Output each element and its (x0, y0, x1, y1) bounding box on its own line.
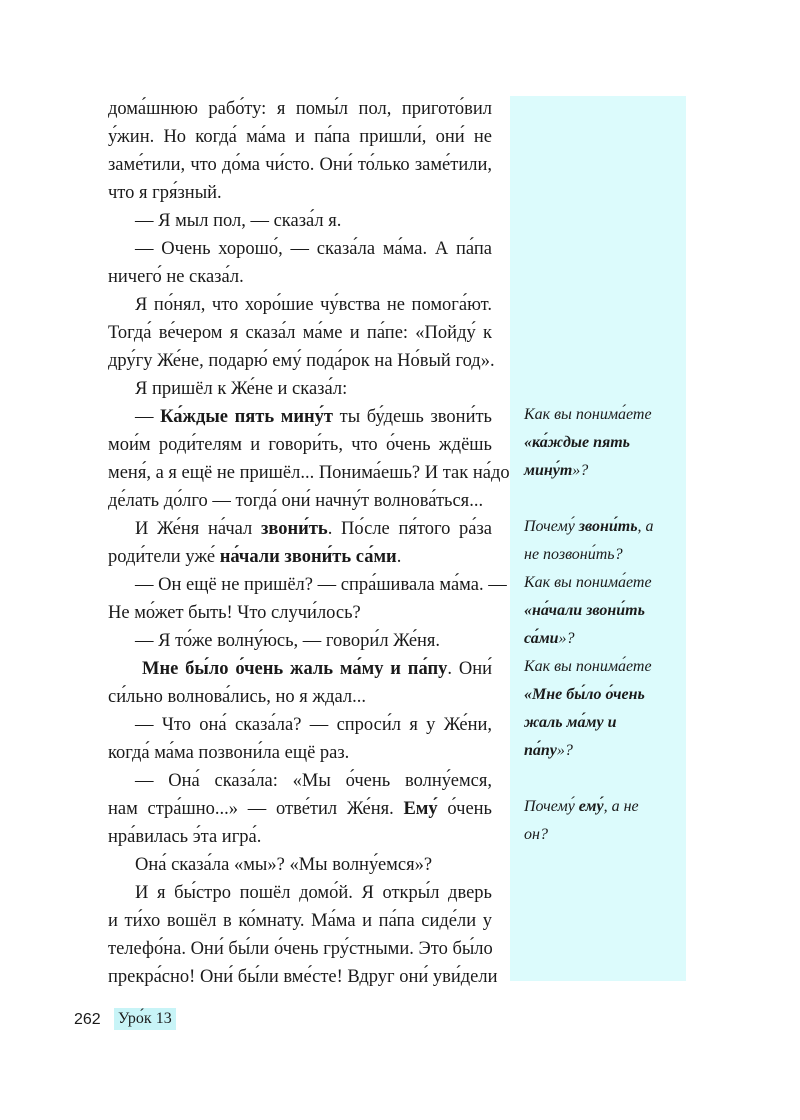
paragraph-line (135, 403, 492, 431)
text-segment: прекра́сно! Они́ бы́ли вме́сте! Вдруг они́ уви́дели (108, 967, 498, 987)
bold-phrase: са́ми (524, 630, 559, 647)
paragraph-line (108, 123, 492, 151)
bold-phrase: ему́ (578, 798, 604, 815)
paragraph-line (108, 795, 492, 823)
bold-phrase: Мне бы́ло о́чень жаль ма́му и па́пу (142, 659, 448, 679)
text-segment: что я гря́зный. (108, 183, 222, 203)
bold-phrase: Ему́ (403, 799, 438, 819)
text-segment: телефо́на. Они́ бы́ли о́чень гру́стными. Это бы́ло (108, 939, 493, 959)
text-segment: де́лать до́лго — тогда́ они́ начну́т волнова́ться... (108, 491, 484, 511)
paragraph-line (135, 207, 492, 235)
paragraph-line (108, 739, 492, 767)
text-segment: роди́тели уже́ (108, 547, 220, 567)
text-segment: И я бы́стро пошёл домо́й. Я откры́л дверь (135, 883, 492, 903)
text-segment: , а (637, 518, 654, 535)
paragraph-line (108, 963, 498, 991)
paragraph-line (108, 431, 492, 459)
lesson-label: Уро́к 13 (114, 1008, 176, 1030)
bold-phrase: «ка́ждые пять (524, 434, 630, 451)
side-note-line (524, 625, 684, 653)
side-note-line (524, 681, 684, 709)
paragraph-line (108, 347, 495, 375)
text-segment: Как вы понима́ете (524, 406, 652, 423)
side-note-line (524, 569, 684, 597)
text-segment: . (396, 547, 402, 567)
text-segment: мои́м роди́телям и говори́ть, что о́чень ждёшь (108, 435, 492, 455)
paragraph-line (135, 515, 492, 543)
side-note-line (524, 793, 684, 821)
bold-phrase: мину́т (524, 462, 573, 479)
paragraph-line (135, 291, 492, 319)
side-note-line (524, 513, 684, 541)
text-segment: — Она́ сказа́ла: «Мы о́чень волну́емся, (135, 771, 492, 791)
side-note-line (524, 457, 684, 485)
paragraph-line (142, 655, 492, 683)
text-segment: — Я то́же волну́юсь, — говори́л Же́ня. (135, 631, 441, 651)
paragraph-line (108, 935, 492, 963)
side-note-line (524, 401, 684, 429)
text-segment: Почему́ (524, 518, 579, 535)
text-segment: »? (558, 630, 575, 647)
paragraph-line (135, 767, 492, 795)
text-segment: — Очень хорошо́, — сказа́ла ма́ма. А па́па (135, 239, 492, 259)
text-segment: Как вы понима́ете (524, 574, 652, 591)
text-segment: Тогда́ ве́чером я сказа́л ма́ме и па́пе: «Пойду́ к (108, 323, 492, 343)
text-segment: Почему́ (524, 798, 579, 815)
paragraph-line (108, 95, 492, 123)
paragraph-line (108, 263, 492, 291)
text-segment: не позвони́ть? (524, 546, 623, 563)
text-segment: дру́гу Же́не, подарю́ ему́ пода́рок на Но́вый год». (108, 351, 495, 371)
text-segment: Как вы понима́ете (524, 658, 652, 675)
paragraph-line (135, 879, 492, 907)
bold-phrase: Ка́ждые пять мину́т (160, 407, 334, 427)
text-segment: »? (556, 742, 573, 759)
paragraph-line (108, 179, 492, 207)
side-note-line (524, 709, 684, 737)
paragraph-line (135, 711, 492, 739)
page-number: 262 (74, 1011, 101, 1028)
text-segment: — Что она́ сказа́ла? — спроси́л я у Же́ни, (135, 715, 492, 735)
text-segment: он? (524, 826, 548, 843)
text-segment: . По́сле пя́того ра́за (327, 519, 492, 539)
side-note-line (524, 737, 684, 765)
text-segment: Не мо́жет быть! Что случи́лось? (108, 603, 361, 623)
bold-phrase: звони́ть (260, 519, 328, 539)
text-segment: ты бу́дешь звони́ть (333, 407, 492, 427)
side-note-line (524, 541, 684, 569)
paragraph-line (108, 907, 492, 935)
text-segment: Я по́нял, что хоро́шие чу́вства не помога́ют. (135, 295, 492, 315)
text-segment: нам стра́шно...» — отве́тил Же́ня. (108, 799, 404, 819)
bold-phrase: жаль ма́му и (524, 714, 617, 731)
paragraph-line (108, 151, 492, 179)
paragraph-line (135, 851, 492, 879)
text-segment: Она́ сказа́ла «мы»? «Мы волну́емся»? (135, 855, 433, 875)
side-note-line (524, 653, 684, 681)
text-segment: Я пришёл к Же́не и сказа́л: (135, 379, 348, 399)
text-segment: — (135, 407, 161, 427)
side-note-line (524, 429, 684, 457)
paragraph-line (108, 543, 492, 571)
text-segment: ничего́ не сказа́л. (108, 267, 244, 287)
text-segment: заме́тили, что до́ма чи́сто. Они́ то́лько заме́тили, (108, 155, 492, 175)
text-segment: когда́ ма́ма позвони́ла ещё раз. (108, 743, 350, 763)
text-segment: — Я мыл пол, — сказа́л я. (135, 211, 342, 231)
paragraph-line (135, 571, 507, 599)
bold-phrase: па́пу (524, 742, 557, 759)
paragraph-line (108, 487, 492, 515)
text-segment: »? (572, 462, 589, 479)
text-segment: у́жин. Но когда́ ма́ма и па́па пришли́, они́ не (108, 127, 492, 147)
bold-phrase: на́чали звони́ть са́ми (219, 547, 397, 567)
paragraph-line (108, 683, 492, 711)
paragraph-line (108, 599, 492, 627)
paragraph-line (108, 823, 492, 851)
bold-phrase: «на́чали звони́ть (524, 602, 645, 619)
text-segment: — Он ещё не пришёл? — спра́шивала ма́ма. — (135, 575, 507, 595)
text-segment: меня́, а я ещё не пришёл... Понима́ешь? И так на́до (108, 463, 510, 483)
side-note-line (524, 821, 684, 849)
text-segment: дома́шнюю рабо́ту: я помы́л пол, пригото́вил (108, 99, 492, 119)
text-segment: И Же́ня на́чал (135, 519, 261, 539)
text-segment: си́льно волнова́лись, но я ждал... (108, 687, 367, 707)
text-segment: и ти́хо вошёл в ко́мнату. Ма́ма и па́па сиде́ли у (108, 911, 492, 931)
side-note-line (524, 597, 684, 625)
text-segment: , а не (603, 798, 639, 815)
paragraph-line (108, 459, 510, 487)
bold-phrase: звони́ть (578, 518, 638, 535)
paragraph-line (135, 235, 492, 263)
text-segment: нра́вилась э́та игра́. (108, 827, 262, 847)
bold-phrase: «Мне бы́ло о́чень (524, 686, 645, 703)
text-segment: о́чень (437, 799, 492, 819)
paragraph-line (135, 375, 492, 403)
paragraph-line (108, 319, 492, 347)
paragraph-line (135, 627, 492, 655)
text-segment: . Они́ (447, 659, 493, 679)
